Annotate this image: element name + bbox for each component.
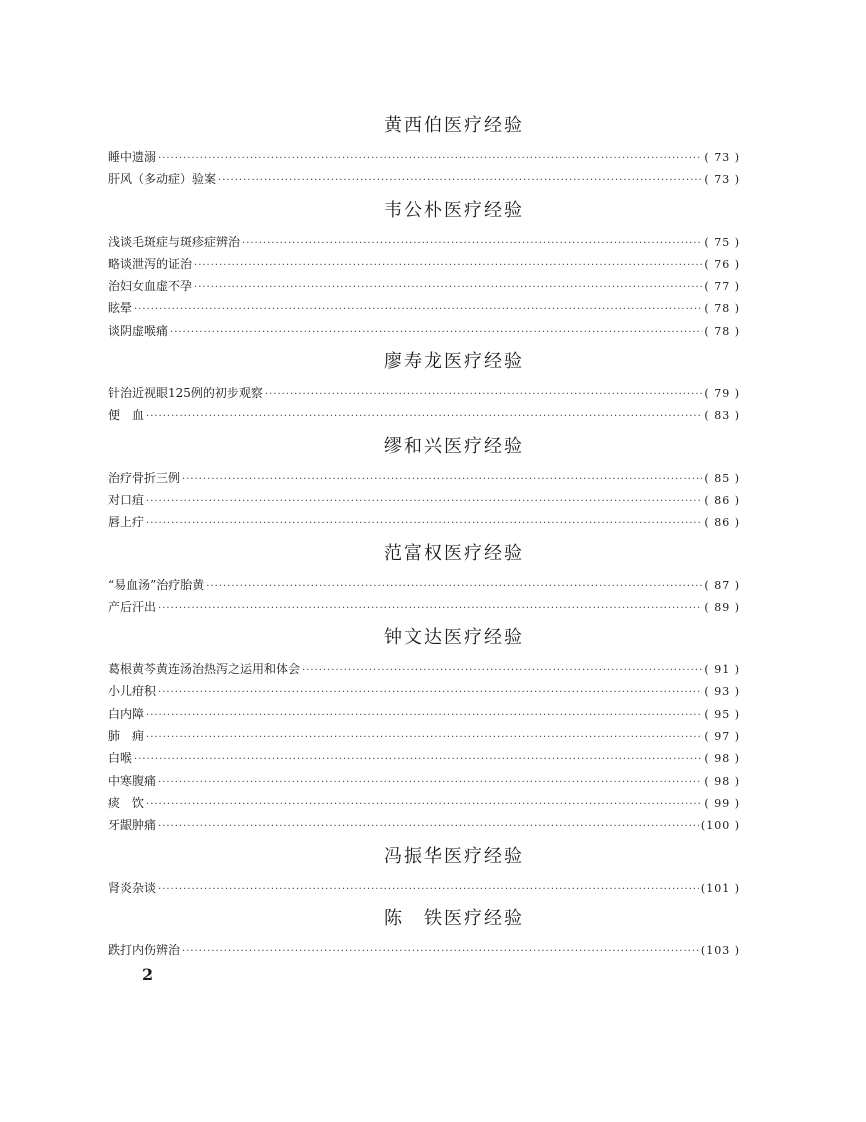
entry-page: (101 ) [700,881,740,895]
toc-entry [108,275,740,297]
entry-title: 肾炎杂谈 [108,880,157,895]
dot-leader [194,277,702,299]
entry-page: ( 85 ) [704,471,740,485]
entry-page: ( 86 ) [704,493,740,507]
dot-leader [146,513,702,535]
section-title: 钟文达医疗经验 [384,627,524,649]
toc-entry [108,747,740,769]
toc-section [108,197,740,342]
entry-title: 痰 饮 [108,795,145,810]
entry-page: (100 ) [700,819,740,833]
toc-entry [108,467,740,489]
toc-entry [108,574,740,596]
entry-page: ( 83 ) [704,409,740,423]
page-number: 2 [142,965,154,984]
dot-leader [146,705,702,727]
entry-page: ( 98 ) [704,752,740,766]
toc-section [108,112,740,191]
section-title: 缪和兴医疗经验 [384,435,524,457]
entry-title: 便 血 [108,408,145,423]
entry-title: “易血汤”治疗胎黄 [108,577,205,592]
entry-title: 白喉 [108,751,133,766]
entry-title: 跌打内伤辨治 [108,942,181,957]
toc-entry [108,703,740,725]
toc-entry [108,231,740,253]
entry-title: 浅谈毛斑症与斑疹症辨治 [108,234,241,249]
entry-page: ( 98 ) [704,774,740,788]
toc-entry [108,489,740,511]
toc-section [108,624,740,836]
entry-title: 中寒腹痛 [108,773,157,788]
dot-leader [170,322,702,344]
dot-leader [146,794,702,816]
toc-section [108,433,740,534]
entry-title: 葛根黄芩黄连汤治热泻之运用和体会 [108,662,301,677]
entry-title: 对口疽 [108,492,145,507]
entry-title: 唇上疔 [108,515,145,530]
toc-entry [108,297,740,319]
entry-title: 睡中遗溺 [108,150,157,164]
entry-title: 白内障 [108,706,145,721]
entry-title: 眩晕 [108,301,133,316]
toc-entry [108,320,740,342]
entry-title: 小儿疳积 [108,684,157,699]
toc-entry [108,253,740,275]
toc-section [108,348,740,427]
dot-leader [146,727,702,749]
entry-title: 谈阴虚喉痛 [108,323,169,338]
toc-section [108,843,740,899]
entry-page: ( 73 ) [704,151,740,164]
dot-leader [302,660,702,682]
table-of-contents [108,112,740,961]
section-title: 廖寿龙医疗经验 [384,351,524,373]
dot-leader [158,148,702,170]
entry-page: ( 87 ) [704,578,740,592]
section-title: 韦公朴医疗经验 [384,199,524,221]
entry-title: 产后汗出 [108,599,157,614]
section-title: 黄西伯医疗经验 [384,115,524,136]
dot-leader [134,749,702,771]
entry-page: ( 95 ) [704,707,740,721]
entry-page: ( 91 ) [704,663,740,677]
toc-section [108,540,740,619]
dot-leader [265,384,703,406]
dot-leader [146,406,702,428]
toc-entry [108,680,740,702]
dot-leader [242,233,702,255]
section-title: 冯振华医疗经验 [384,845,524,867]
entry-page: ( 89 ) [704,600,740,614]
entry-title: 牙龈肿痛 [108,818,157,833]
section-title: 范富权医疗经验 [384,542,524,564]
toc-section [108,905,740,961]
dot-leader [194,255,702,277]
entry-page: ( 97 ) [704,730,740,744]
toc-entry [108,658,740,680]
entry-page: ( 93 ) [704,685,740,699]
entry-page: ( 78 ) [704,302,740,316]
toc-entry [108,168,740,190]
entry-title: 针治近视眼125例的初步观察 [108,386,263,401]
dot-leader [158,598,702,620]
toc-entry [108,877,740,899]
entry-page: ( 86 ) [704,516,740,530]
dot-leader [146,491,702,513]
entry-page: ( 75 ) [704,235,740,249]
dot-leader [206,576,702,598]
toc-entry [108,596,740,618]
dot-leader [158,772,702,794]
entry-title: 略谈泄泻的证治 [108,256,193,271]
toc-entry [108,382,740,404]
toc-entry [108,792,740,814]
entry-page: ( 99 ) [704,796,740,810]
toc-entry [108,146,740,168]
dot-leader [158,816,699,838]
entry-title: 肺 痈 [108,729,145,744]
dot-leader [158,879,699,901]
entry-page: ( 73 ) [704,173,740,187]
toc-entry [108,511,740,533]
toc-entry [108,770,740,792]
dot-leader [134,299,702,321]
entry-page: ( 78 ) [704,324,740,338]
dot-leader [158,682,702,704]
dot-leader [218,170,702,192]
dot-leader [182,469,702,491]
entry-title: 治疗骨折三例 [108,470,181,485]
section-title: 陈 铁医疗经验 [384,907,524,929]
entry-title: 治妇女血虚不孕 [108,279,193,294]
entry-page: ( 76 ) [704,257,740,271]
toc-entry [108,404,740,426]
entry-page: ( 79 ) [704,387,740,401]
entry-page: (103 ) [700,943,740,957]
toc-entry [108,814,740,836]
dot-leader [182,941,699,963]
toc-entry [108,939,740,961]
entry-title: 肝风（多动症）验案 [108,172,217,187]
entry-page: ( 77 ) [704,280,740,294]
toc-entry [108,725,740,747]
